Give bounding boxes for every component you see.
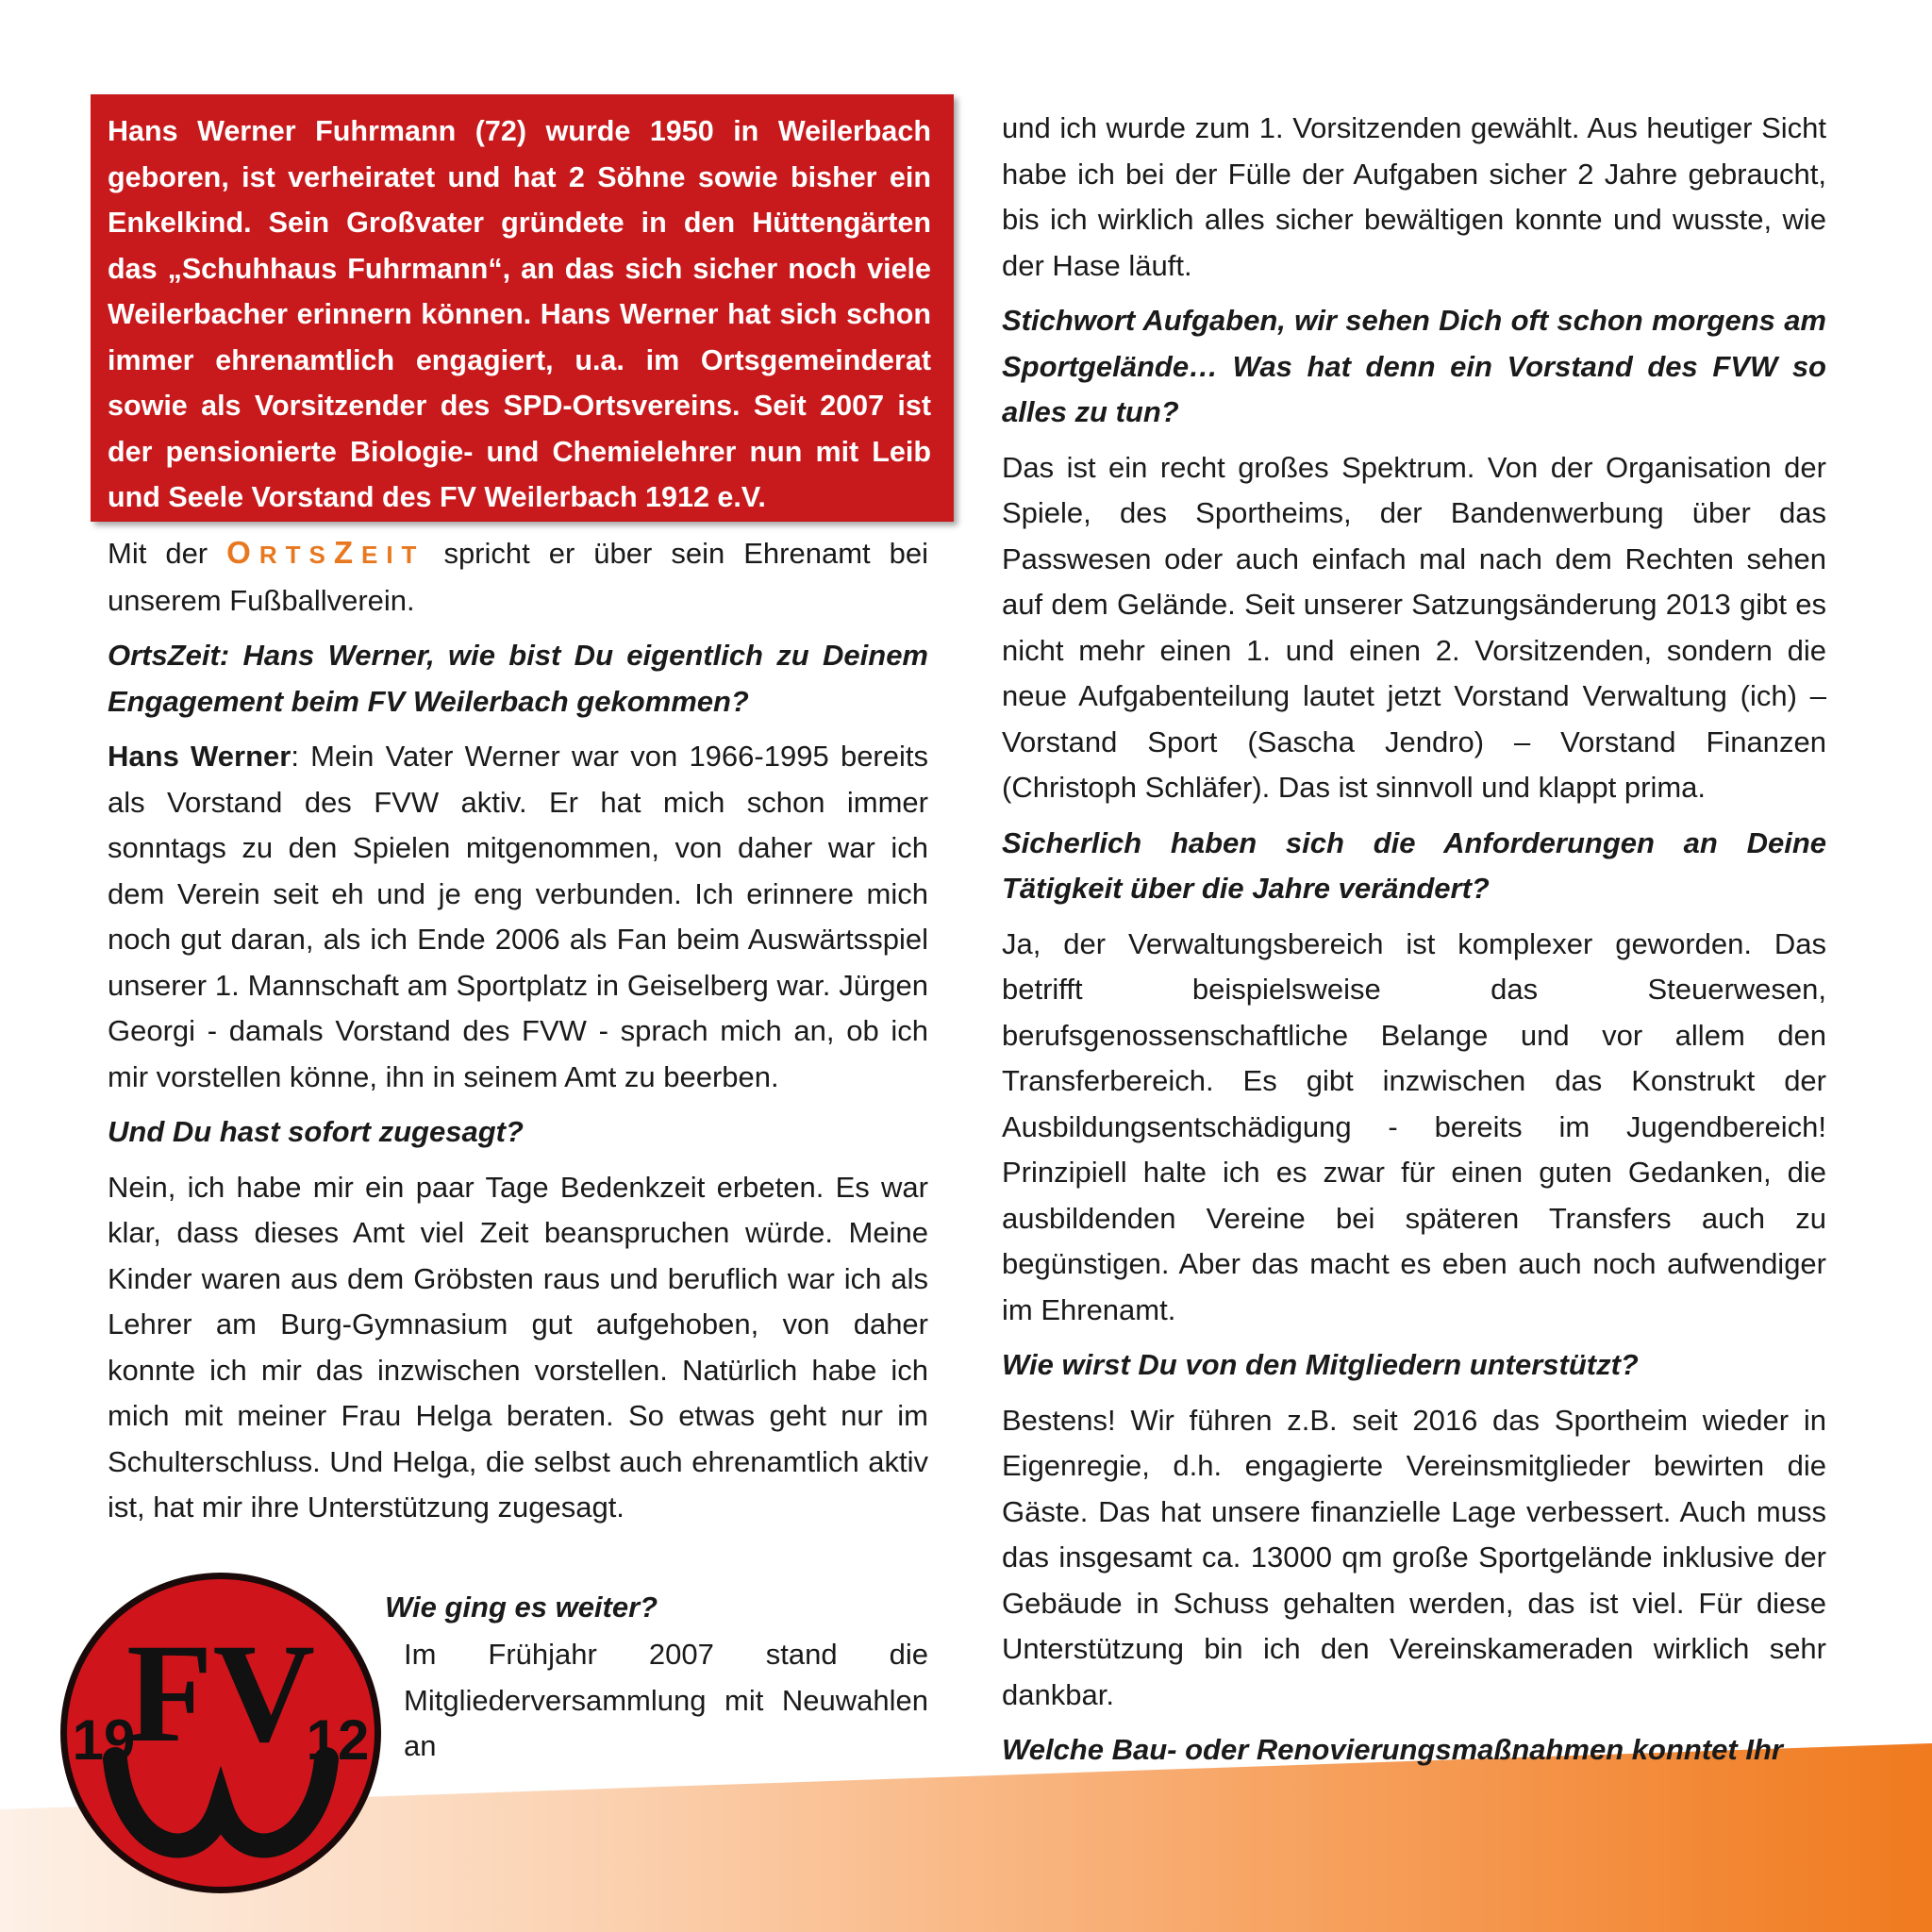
question-7: Welche Bau- oder Renovierungsmaßnahmen konntet Ihr: [1002, 1733, 1783, 1766]
ortszeit-logo: ORTSZEIT: [226, 535, 425, 570]
question-6: Wie wirst Du von den Mitgliedern unterstützt?: [1002, 1348, 1639, 1381]
answer-3: Im Frühjahr 2007 stand die Mitgliederversammlung mit Neuwahlen an: [404, 1638, 928, 1762]
emblem-year-left: 19: [72, 1708, 136, 1772]
question-4: Stichwort Aufgaben, wir sehen Dich oft schon morgens am Sportgelände… Was hat denn ein Vorstand des FVW so alles zu tun?: [1002, 304, 1826, 428]
answer-6: Bestens! Wir führen z.B. seit 2016 das Sportheim wieder in Eigenregie, d.h. engagierte Vereinsmitglieder bewirten die Gäste. Das hat unsere finanzielle Lage verbessert. Auch muss das insgesamt ca. 13000 qm große Sportgelände inklusive der Gebäude in Schuss gehalten werden, das ist viel. Für diese Unterstützung bin ich den Vereinskameraden wirklich sehr dankbar.: [1002, 1403, 1826, 1711]
answer-3-continued: und ich wurde zum 1. Vorsitzenden gewählt. Aus heutiger Sicht habe ich bei der Fülle der Aufgaben sicher 2 Jahre gebraucht, bis ich wirklich alles sicher bewältigen konnte und wusste, wie der Hase läuft.: [1002, 111, 1826, 282]
question-3: Wie ging es weiter?: [385, 1591, 658, 1624]
emblem-year-right: 12: [306, 1708, 370, 1772]
intro-text: Hans Werner Fuhrmann (72) wurde 1950 in Weilerbach geboren, ist verheiratet und hat 2 Söhne sowie bisher ein Enkelkind. Sein Großvater gründete in den Hüttengärten das „Schuhhaus Fuhrmann“, an das sich sicher noch viele Weilerbacher erinnern können. Hans Werner hat sich schon immer ehrenamtlich engagiert, u.a. im Ortsgemeinderat sowie als Vorsitzender des SPD-Ortsvereins. Seit 2007 ist der pensionierte Biologie- und Chemielehrer nun mit Leib und Seele Vorstand des FV Weilerbach 1912 e.V.: [108, 115, 931, 513]
speaker-name: Hans Werner: [108, 740, 291, 773]
right-column: [1002, 106, 1826, 1783]
answer-1: Hans Werner: Mein Vater Werner war von 1966-1995 bereits als Vorstand des FVW aktiv. Er hat mich schon immer sonntags zu den Spielen mitgenommen, von daher war ich dem Verein seit eh und je eng verbunden. Ich erinnere mich noch gut daran, als ich Ende 2006 als Fan beim Auswärtsspiel unserer 1. Mannschaft am Sportplatz in Geiselberg war. Jürgen Georgi - damals Vorstand des FVW - sprach mich an, ob ich mir vorstellen könne, ihn in seinem Amt zu beerben.: [108, 740, 928, 1093]
intro-box: [91, 94, 954, 522]
left-column: [108, 530, 928, 1531]
lead-paragraph: Mit der ORTSZEIT spricht er über sein Ehrenamt bei unserem Fußballverein.: [108, 535, 928, 617]
answer-2: Nein, ich habe mir ein paar Tage Bedenkzeit erbeten. Es war klar, dass dieses Amt viel Zeit beanspruchen würde. Meine Kinder waren aus dem Gröbsten raus und beruflich war ich als Lehrer am Burg-Gymnasium gut aufgehoben, von daher konnte ich mir das inzwischen vorstellen. Natürlich habe ich mich mit meiner Frau Helga beraten. So etwas geht nur im Schulterschluss. Und Helga, die selbst auch ehrenamtlich aktiv ist, hat mir ihre Unterstützung zugesagt.: [108, 1170, 928, 1524]
emblem-fv-letters: FV: [126, 1615, 315, 1772]
answer-5: Ja, der Verwaltungsbereich ist komplexer geworden. Das betrifft beispielsweise das Steuerwesen, berufsgenossenschaftliche Belange und vor allem den Transferbereich. Es gibt inzwischen das Konstrukt der Ausbildungsentschädigung - bereits im Jugendbereich! Prinzipiell halte ich es zwar für einen guten Gedanken, die ausbildenden Vereine bei späteren Transfers auch zu begünstigen. Aber das macht es eben auch noch aufwendiger im Ehrenamt.: [1002, 926, 1826, 1326]
question-2: Und Du hast sofort zugesagt?: [108, 1115, 524, 1148]
fvw-club-emblem: [58, 1571, 384, 1896]
answer-4: Das ist ein recht großes Spektrum. Von der Organisation der Spiele, des Sportheims, der Bandenwerbung über das Passwesen oder auch einfach mal nach dem Rechten sehen auf dem Gelände. Seit unserer Satzungsänderung 2013 gibt es nicht mehr einen 1. und einen 2. Vorsitzenden, sondern die neue Aufgabenteilung lautet jetzt Vorstand Verwaltung (ich) – Vorstand Sport (Sascha Jendro) – Vorstand Finanzen (Christoph Schläfer). Das ist sinnvoll und klappt prima.: [1002, 450, 1826, 804]
question-5: Sicherlich haben sich die Anforderungen an Deine Tätigkeit über die Jahre verändert?: [1002, 825, 1826, 905]
question-1: OrtsZeit: Hans Werner, wie bist Du eigentlich zu Deinem Engagement beim FV Weilerbach gekommen?: [108, 639, 928, 718]
